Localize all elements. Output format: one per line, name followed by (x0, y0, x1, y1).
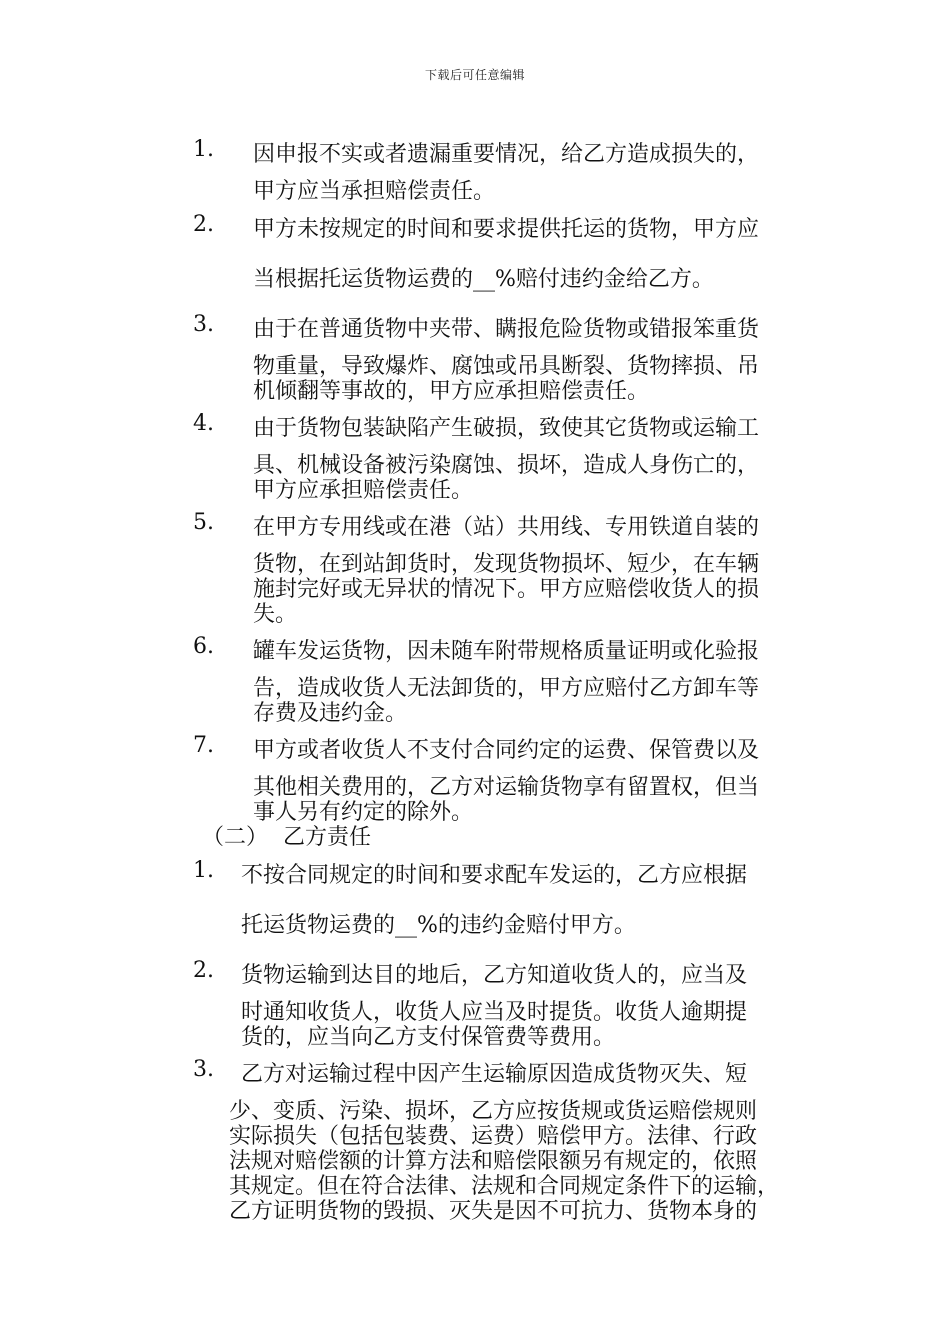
item-text-line: 施封完好或无异状的情况下。甲方应赔偿收货人的损 (253, 577, 760, 602)
item-text-line: 在甲方专用线或在港（站）共用线、专用铁道自装的 (253, 515, 760, 540)
item-text-line: 甲方应承担赔偿责任。 (253, 478, 474, 503)
item-text-line: 甲方应当承担赔偿责任。 (253, 179, 496, 204)
page-header: 下载后可任意编辑 (424, 68, 525, 82)
item-text-line: 具、机械设备被污染腐蚀、损坏，造成人身伤亡的， (253, 453, 760, 478)
item-number: 3. (193, 312, 214, 337)
item-text-line: 甲方未按规定的时间和要求提供托运的货物，甲方应 (253, 217, 760, 242)
item-text-line: 不按合同规定的时间和要求配车发运的，乙方应根据 (241, 863, 748, 888)
item-text-line: 存费及违约金。 (253, 701, 408, 726)
item-text-line: 由于货物包装缺陷产生破损，致使其它货物或运输工 (253, 416, 760, 441)
item-text-line: 告，造成收货人无法卸货的，甲方应赔付乙方卸车等 (253, 676, 760, 701)
item-text-line: 失。 (253, 602, 298, 627)
item-text-line: 货物，在到站卸货时，发现货物损坏、短少，在车辆 (253, 552, 760, 577)
item-text-line: 实际损失（包括包装费、运费）赔偿甲方。法律、行政 (229, 1124, 758, 1149)
item-number: 4. (193, 411, 214, 436)
item-text-line: 货的，应当向乙方支付保管费等费用。 (241, 1025, 616, 1050)
item-text-line: 乙方对运输过程中因产生运输原因造成货物灭失、短 (241, 1062, 748, 1087)
item-number: 6. (193, 634, 214, 659)
item-text-line: 法规对赔偿额的计算方法和赔偿限额另有规定的，依照 (229, 1149, 758, 1174)
item-number: 2. (193, 958, 214, 983)
item-text-line: 乙方证明货物的毁损、灭失是因不可抗力、货物本身的 (229, 1199, 758, 1224)
item-number: 7. (193, 733, 214, 758)
item-text-line: 机倾翻等事故的，甲方应承担赔偿责任。 (253, 379, 650, 404)
item-text-line: 罐车发运货物，因未随车附带规格质量证明或化验报 (253, 639, 760, 664)
item-text-line: 时通知收货人，收货人应当及时提货。收货人逾期提 (241, 1000, 748, 1025)
item-text-line: 货物运输到达目的地后，乙方知道收货人的，应当及 (241, 963, 748, 988)
section-title: 乙方责任 (283, 825, 372, 850)
item-text-line: 因申报不实或者遗漏重要情况，给乙方造成损失的， (253, 142, 760, 167)
item-text-line: 其规定。但在符合法律、法规和合同规定条件下的运输， (229, 1174, 780, 1199)
item-number: 5. (193, 510, 214, 535)
item-number: 1. (193, 137, 214, 162)
item-text-line: 当根据托运货物运费的__%赔付违约金给乙方。 (253, 267, 714, 292)
item-number: 3. (193, 1057, 214, 1082)
item-text-line: 少、变质、污染、损坏，乙方应按货规或货运赔偿规则 (229, 1099, 758, 1124)
item-text-line: 事人另有约定的除外。 (253, 800, 474, 825)
item-text-line: 物重量，导致爆炸、腐蚀或吊具断裂、货物摔损、吊 (253, 354, 760, 379)
item-text-line: 由于在普通货物中夹带、瞒报危险货物或错报笨重货 (253, 317, 760, 342)
item-text-line: 其他相关费用的，乙方对运输货物享有留置权，但当 (253, 775, 760, 800)
item-text-line: 托运货物运费的__%的违约金赔付甲方。 (241, 913, 636, 938)
item-text-line: 甲方或者收货人不支付合同约定的运费、保管费以及 (253, 738, 760, 763)
item-number: 2. (193, 212, 214, 237)
section-marker: （二） (202, 825, 269, 850)
item-number: 1. (193, 858, 214, 883)
